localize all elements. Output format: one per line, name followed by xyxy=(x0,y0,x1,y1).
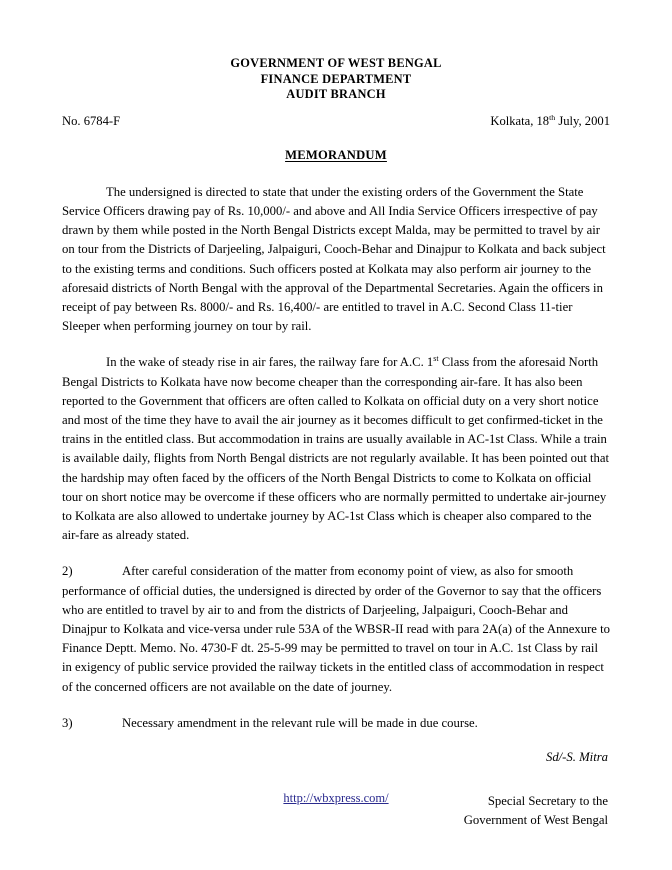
letterhead-line-government: GOVERNMENT OF WEST BENGAL xyxy=(230,56,442,70)
date-ordinal-suffix: th xyxy=(549,112,556,122)
designation-line-1: Special Secretary to the xyxy=(487,794,608,809)
signature-line: Sd/-S. Mitra xyxy=(545,750,608,765)
page-title: MEMORANDUM xyxy=(285,147,387,162)
clause-3-number: 3) xyxy=(62,715,73,730)
place-and-date xyxy=(490,114,610,129)
letterhead-line-department: FINANCE DEPARTMENT xyxy=(260,71,412,86)
clause-2-number: 2) xyxy=(62,564,73,579)
designation-line-2: Government of West Bengal xyxy=(463,813,608,828)
footer xyxy=(0,789,672,807)
memo-title-container xyxy=(62,146,610,164)
document-body xyxy=(62,183,610,733)
source-website-link[interactable]: http://wbxpress.com/ xyxy=(283,791,389,805)
reference-row xyxy=(62,114,610,129)
paragraph-1: The undersigned is directed to state that under the existing orders of the Government the State Service Officers drawing pay of Rs. 10,000/- and above and All India Service Officers irrespective of pay drawn by them while posted in the North Bengal Districts except Malda, may be permitted to travel by air on tour from the Districts of Darjeeling, Jalpaiguri, Cooch-Behar and Dinajpur to Kolkata and back subject to the existing terms and conditions. Such officers posted at Kolkata may also perform air journey to the aforesaid districts of North Bengal with the approval of the Departmental Secretaries. Again the officers in receipt of pay between Rs. 8000/- and Rs. 16,400/- are entitled to travel in A.C. Second Class 11-tier Sleeper when performing journey on tour by rail. xyxy=(62,184,606,334)
paragraph-2-before-sup: In the wake of steady rise in air fares, the railway fare for A.C. 1 xyxy=(106,355,434,370)
letterhead xyxy=(62,56,610,103)
clause-2 xyxy=(62,562,610,696)
paragraph-2 xyxy=(62,353,610,545)
place-date-suffix: July, 2001 xyxy=(555,113,610,128)
clause-2-text: After careful consideration of the matter from economy point of view, as also for smooth performance of official duties, the undersigned is directed by order of the Governor to say that the officers who are entitled to travel by air to and from the districts of Darjeeling, Jalpaiguri, Cooch-Behar and Dinajpur to Kolkata and vice-versa under rule 53A of the WBSR-II read with para 2A(a) of the Annexure to Finance Deptt. Memo. No. 4730-F dt. 25-5-99 may be permitted to travel on tour in A.C. 1st Class by rail in exigency of public service provided the railway tickets in the entitled class of accommodation in respect of the concerned officers are not available on the date of journey. xyxy=(62,564,610,694)
class-ordinal-suffix: st xyxy=(433,354,439,364)
clause-3-text: Necessary amendment in the relevant rule will be made in due course. xyxy=(122,715,478,730)
paragraph-2-after-sup: Class from the aforesaid North Bengal Districts to Kolkata have now become cheaper than the corresponding air-fare. It has also been reported to the Government that officers are often called to Kolkata on official duty on a very short notice and most of the time they have to avail the air journey as it becomes difficult to get confirmed-ticket in the trains in the entitled class. But accommodation in trains are usually available in AC-1st Class. While a train is available daily, flights from North Bengal districts are not regularly available. It has been pointed out that the hardship may often faced by the officers of the North Bengal Districts to come to Kolkata on official tour on short notice may be overcome if these officers who are normally permitted to undertake air-journey to Kolkata are also allowed to undertake journey by AC-1st Class which is cheaper also compared to the air-fare as already stated. xyxy=(62,355,610,543)
place-date-prefix: Kolkata, 18 xyxy=(490,113,550,128)
letterhead-line-branch: AUDIT BRANCH xyxy=(286,87,386,102)
clause-3 xyxy=(62,714,610,733)
memo-number: No. 6784-F xyxy=(62,113,121,128)
